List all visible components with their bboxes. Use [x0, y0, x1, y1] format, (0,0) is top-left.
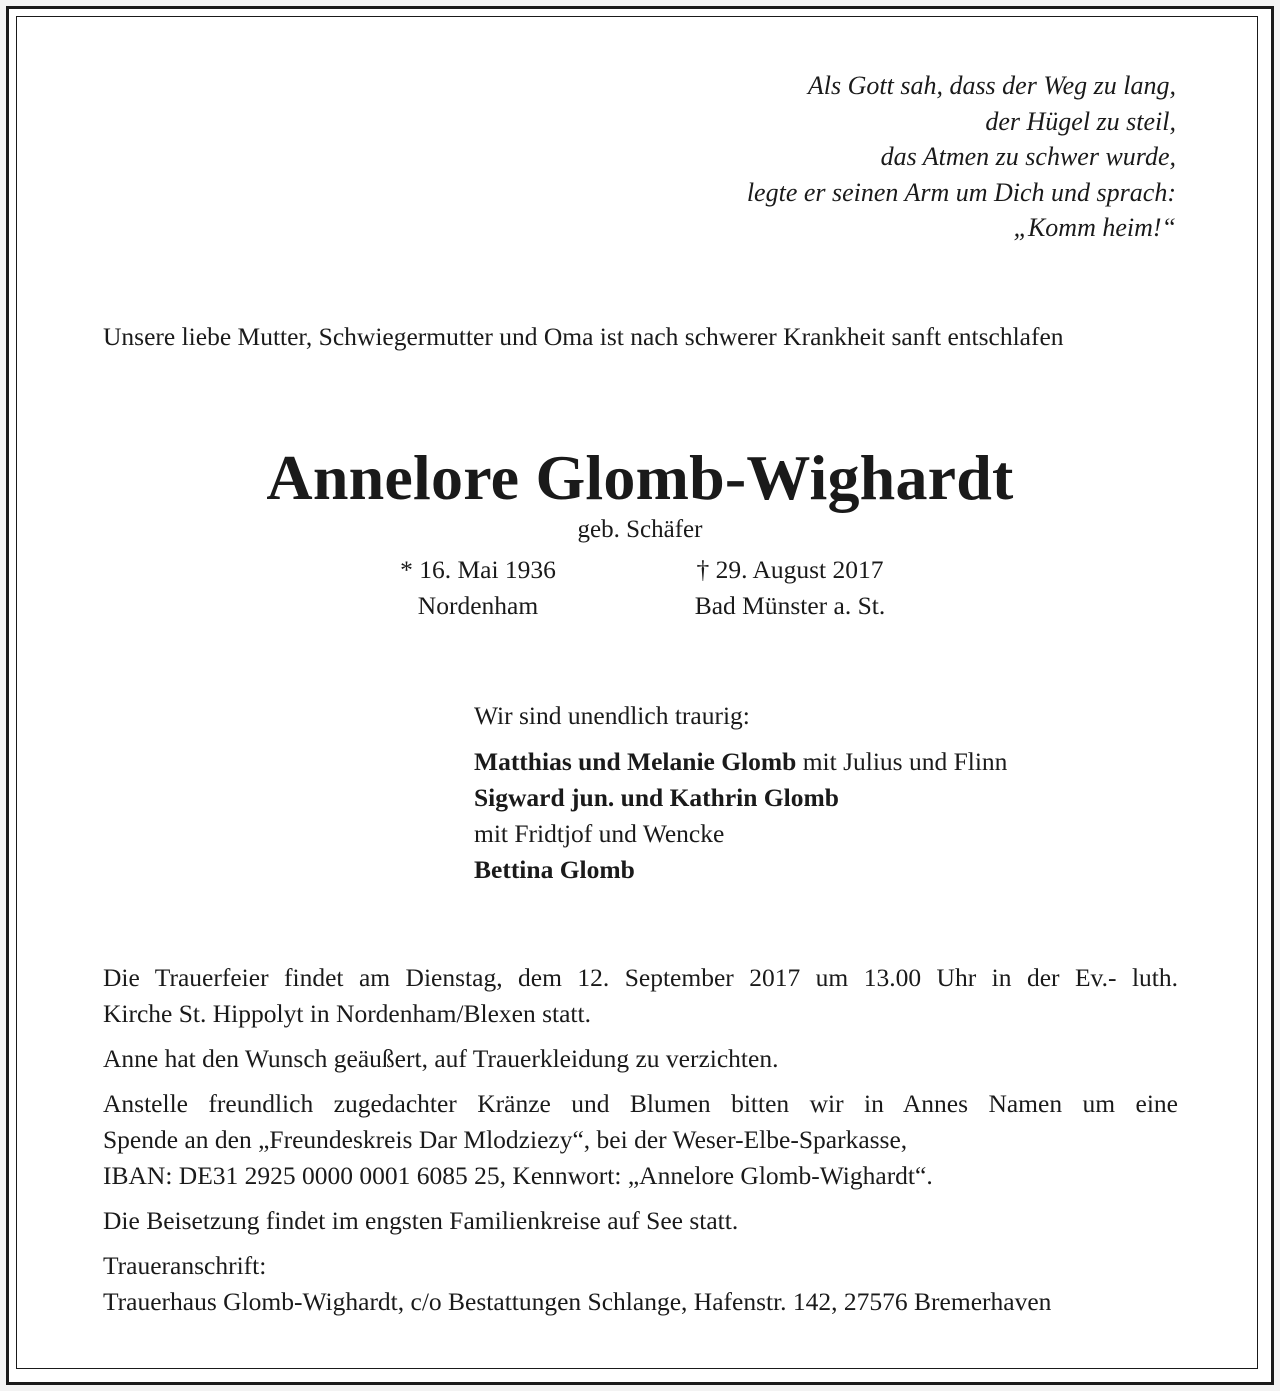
mourners-block — [474, 698, 1007, 888]
burial-notice-line: Die Beisetzung findet im engsten Familienkreise auf See statt. — [103, 1206, 739, 1235]
deceased-name: Annelore Glomb-Wighardt — [266, 442, 1014, 513]
notice-text — [103, 960, 1178, 1329]
mourner-children: mit Fridtjof und Wencke — [474, 819, 725, 848]
mourner-line — [474, 852, 1007, 888]
address-label: Traueranschrift: — [103, 1251, 267, 1280]
birth-place: Nordenham — [417, 591, 539, 620]
attire-notice — [103, 1041, 1178, 1077]
maiden-name: geb. Schäfer — [577, 516, 703, 543]
birth-date: * 16. Mai 1936 — [400, 555, 556, 584]
mourner-names: Sigward jun. und Kathrin Glomb — [474, 783, 839, 812]
poem — [747, 68, 1176, 246]
address-notice — [103, 1248, 1178, 1320]
poem-line: legte er seinen Arm um Dich und sprach: — [746, 177, 1176, 207]
funeral-notice-line: Kirche St. Hippolyt in Nordenham/Blexen statt. — [103, 999, 591, 1028]
mourner-line — [474, 744, 1007, 780]
poem-line: das Atmen zu schwer wurde, — [880, 142, 1176, 171]
death-info — [670, 552, 910, 624]
poem-line: der Hügel zu steil, — [985, 106, 1176, 136]
death-date: † 29. August 2017 — [696, 555, 884, 584]
poem-line: Als Gott sah, dass der Weg zu lang, — [807, 71, 1176, 100]
donation-notice — [103, 1086, 1178, 1194]
mourner-children: mit Julius und Flinn — [796, 747, 1008, 776]
donation-notice-line: IBAN: DE31 2925 0000 0001 6085 25, Kennwort: „Annelore Glomb-Wighardt“. — [103, 1161, 933, 1190]
poem-line: „Komm heim!“ — [1013, 213, 1176, 242]
intro-text: Unsere liebe Mutter, Schwiegermutter und Oma ist nach schwerer Krankheit sanft entschlafen — [103, 322, 1064, 351]
attire-notice-line: Anne hat den Wunsch geäußert, auf Trauerkleidung zu verzichten. — [103, 1044, 779, 1073]
mourner-names: Matthias und Melanie Glomb — [474, 747, 797, 776]
funeral-notice-line: Die Trauerfeier findet am Dienstag, dem 12. September 2017 um 13.00 Uhr in der Ev.- luth. — [103, 963, 1178, 992]
donation-notice-line: Spende an den „Freundeskreis Dar Mlodziezy“, bei der Weser-Elbe-Sparkasse, — [103, 1125, 908, 1154]
funeral-notice — [103, 960, 1178, 1032]
address-line: Trauerhaus Glomb-Wighardt, c/o Bestattungen Schlange, Hafenstr. 142, 27576 Bremerhaven — [103, 1287, 1052, 1316]
mourner-line — [474, 780, 1007, 816]
burial-notice — [103, 1203, 1178, 1239]
donation-notice-line: Anstelle freundlich zugedachter Kränze und Blumen bitten wir in Annes Namen um eine — [103, 1089, 1178, 1118]
death-place: Bad Münster a. St. — [694, 591, 886, 620]
mourners-lead: Wir sind unendlich traurig: — [474, 701, 750, 730]
birth-info — [370, 552, 586, 624]
mourner-names: Bettina Glomb — [474, 855, 635, 884]
